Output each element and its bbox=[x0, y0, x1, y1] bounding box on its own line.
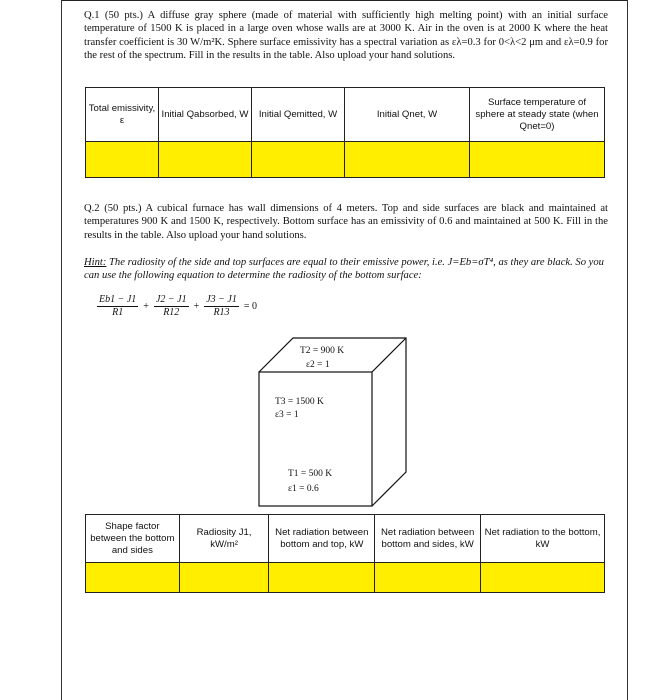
q2-header-radiosity: Radiosity J1, kW/m² bbox=[179, 515, 269, 563]
radiosity-equation: $\frac{Eb1 - J1}{R1}$ + $\frac{J2 - J1}{R12}$ + $\frac{J3 - J1}{R13}$ = 0 bbox=[99, 294, 257, 318]
page-frame-top bbox=[61, 0, 628, 1]
q1-answer-absorbed[interactable] bbox=[159, 142, 252, 178]
cube-top-right-edge bbox=[372, 338, 406, 372]
bottom-temperature-label: T1 = 500 K bbox=[288, 469, 333, 479]
q1-header-absorbed: Initial Qabsorbed, W bbox=[159, 88, 252, 142]
q2-answer-net-bottom[interactable] bbox=[481, 563, 605, 593]
q2-answer-shape-factor[interactable] bbox=[86, 563, 180, 593]
q1-header-emitted: Initial Qemitted, W bbox=[252, 88, 345, 142]
q2-answer-net-top[interactable] bbox=[269, 563, 375, 593]
cube-furnace-figure bbox=[258, 336, 408, 508]
question-2-text: Q.2 (50 pts.) A cubical furnace has wall dimensions of 4 meters. Top and side surfaces are black and maintained at temperatures 900 K and 1500 K, respectively. Bottom surface has an emissivity of 0.6 and maintained at 500 K. Fill in the results in the table. Also upload your hand solutions. bbox=[84, 203, 608, 241]
top-temperature-label: T2 = 900 K bbox=[300, 346, 345, 356]
top-emissivity-label: ε2 = 1 bbox=[306, 360, 330, 370]
q1-header-emissivity: Total emissivity, ε bbox=[86, 88, 159, 142]
q1-header-net: Initial Qnet, W bbox=[345, 88, 470, 142]
question-1-text: Q.1 (50 pts.) A diffuse gray sphere (made of material with sufficiently high melting point) with an initial surface temperature of 1500 K is placed in a large oven whose walls are at 3000 K. Air in the oven is at 2000 K where the heat transfer coefficient is 30 W/m²K. Sphere surface emissivity has a spectral variation as ελ=0.3 for 0<λ<2 μm and ελ=0.9 for the rest of the spectrum. Fill in the results in the table. Also upload your hand solutions. bbox=[84, 10, 608, 62]
side-emissivity-label: ε3 = 1 bbox=[275, 410, 299, 420]
equation-rhs: = 0 bbox=[243, 301, 257, 312]
equation-term-1: $\frac{Eb1 - J1}{R1}$ bbox=[99, 294, 137, 318]
equation-term-2: $\frac{J2 - J1}{R12}$ bbox=[155, 294, 187, 318]
q1-header-steady-temp: Surface temperature of sphere at steady state (when Qnet=0) bbox=[470, 88, 605, 142]
question-1-table bbox=[85, 87, 605, 178]
hint-body: The radiosity of the side and top surfaces are equal to their emissive power, i.e. J=Eb=σT⁴, as they are black. So you can use the following equation to determine the radiosity of the bottom surface: bbox=[84, 257, 604, 282]
q2-header-net-bottom: Net radiation to the bottom, kW bbox=[481, 515, 605, 563]
page-frame-right bbox=[627, 0, 628, 700]
q2-answer-radiosity[interactable] bbox=[179, 563, 269, 593]
cube-back-edges bbox=[259, 338, 406, 506]
q2-header-shape-factor: Shape factor between the bottom and sides bbox=[86, 515, 180, 563]
q1-answer-emissivity[interactable] bbox=[86, 142, 159, 178]
equation-term-3: $\frac{J3 - J1}{R13}$ bbox=[206, 294, 237, 318]
bottom-emissivity-label: ε1 = 0.6 bbox=[288, 484, 319, 494]
q2-header-net-sides: Net radiation between bottom and sides, kW bbox=[375, 515, 481, 563]
q2-header-net-top: Net radiation between bottom and top, kW bbox=[269, 515, 375, 563]
q1-answer-steady-temp[interactable] bbox=[470, 142, 605, 178]
page-frame-left bbox=[61, 0, 62, 700]
side-temperature-label: T3 = 1500 K bbox=[275, 397, 324, 407]
q1-answer-emitted[interactable] bbox=[252, 142, 345, 178]
hint-label: Hint: bbox=[84, 257, 107, 268]
q1-answer-net[interactable] bbox=[345, 142, 470, 178]
q2-answer-net-sides[interactable] bbox=[375, 563, 481, 593]
question-2-table bbox=[85, 514, 605, 593]
hint-text bbox=[84, 256, 608, 283]
